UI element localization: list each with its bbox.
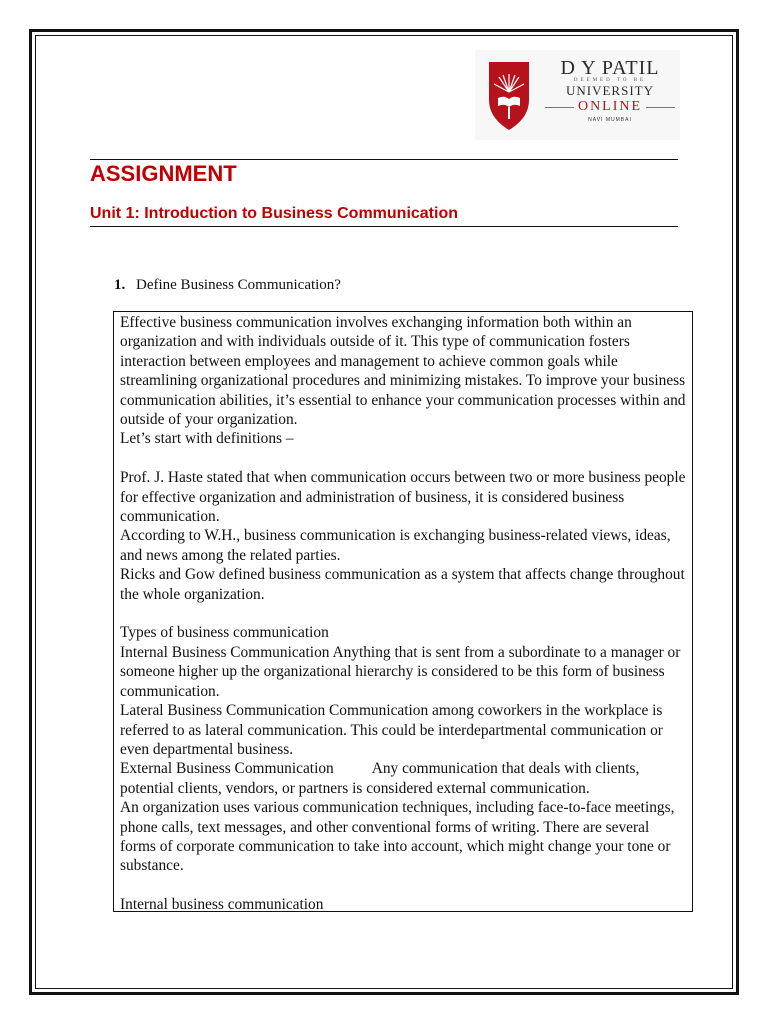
lateral-communication: Lateral Business Communication Communication among coworkers in the workplace is referred to as lateral communication. This could be interdepartmental communication or even departmental business.: [120, 702, 663, 758]
internal-communication: Internal Business Communication Anything that is sent from a subordinate to a manager or someone higher up the organizational hierarchy is considered to be this form of business communication.: [120, 643, 681, 700]
logo-university: UNIVERSITY: [566, 83, 654, 98]
external-communication: [120, 759, 686, 798]
external-label: External Business Communication: [120, 760, 334, 778]
logo-place: NAVI MUMBAI: [588, 117, 632, 123]
communication-techniques: An organization uses various communication techniques, including face-to-face meetings, phone calls, text messages, and other conventional forms of writing. There are several forms of corporate communication to take into account, which might change your tone or substance.: [120, 799, 675, 875]
university-logo: [475, 50, 680, 140]
answer-intro: Effective business communication involves exchanging information both within an organization and with individuals outside of it. This type of communication fosters interaction between employees and management to achieve common goals while streamlining organizational procedures and minimizing mistakes. To improve your business communication abilities, it’s essential to enhance your communication processes within and outside of your organization.: [120, 314, 686, 429]
logo-divider-right: [646, 107, 675, 108]
unit-bottom-rule: [90, 226, 678, 227]
definition-wh: According to W.H., business communication is exchanging business-related views, ideas, and news among the related parties.: [120, 527, 671, 564]
logo-online: ONLINE: [577, 99, 643, 114]
assignment-title: ASSIGNMENT: [90, 161, 237, 186]
question-number: 1.: [114, 277, 126, 293]
logo-deemed: DEEMED TO BE: [573, 78, 647, 83]
unit-heading: Unit 1: Introduction to Business Communication: [90, 205, 458, 222]
answer-definitions-lead: Let’s start with definitions –: [120, 430, 294, 448]
question-1: [114, 277, 341, 294]
answer-box: [113, 311, 693, 912]
title-top-rule: [90, 159, 678, 160]
logo-divider-left: [545, 107, 574, 108]
question-text: Define Business Communication?: [136, 277, 341, 293]
internal-heading: Internal business communication: [120, 896, 324, 912]
definition-ricks-gow: Ricks and Gow defined business communication as a system that affects change throughout the whole organization.: [120, 566, 685, 603]
types-heading: Types of business communication: [120, 624, 329, 642]
university-shield-icon: [485, 56, 533, 132]
logo-name: D Y PATIL: [560, 57, 660, 79]
definition-haste: Prof. J. Haste stated that when communication occurs between two or more business people for effective organization and administration of business, it is considered business communication.: [120, 469, 686, 526]
external-text: Any communication that deals with clients, potential clients, vendors, or partners is considered external communication.: [120, 760, 640, 797]
